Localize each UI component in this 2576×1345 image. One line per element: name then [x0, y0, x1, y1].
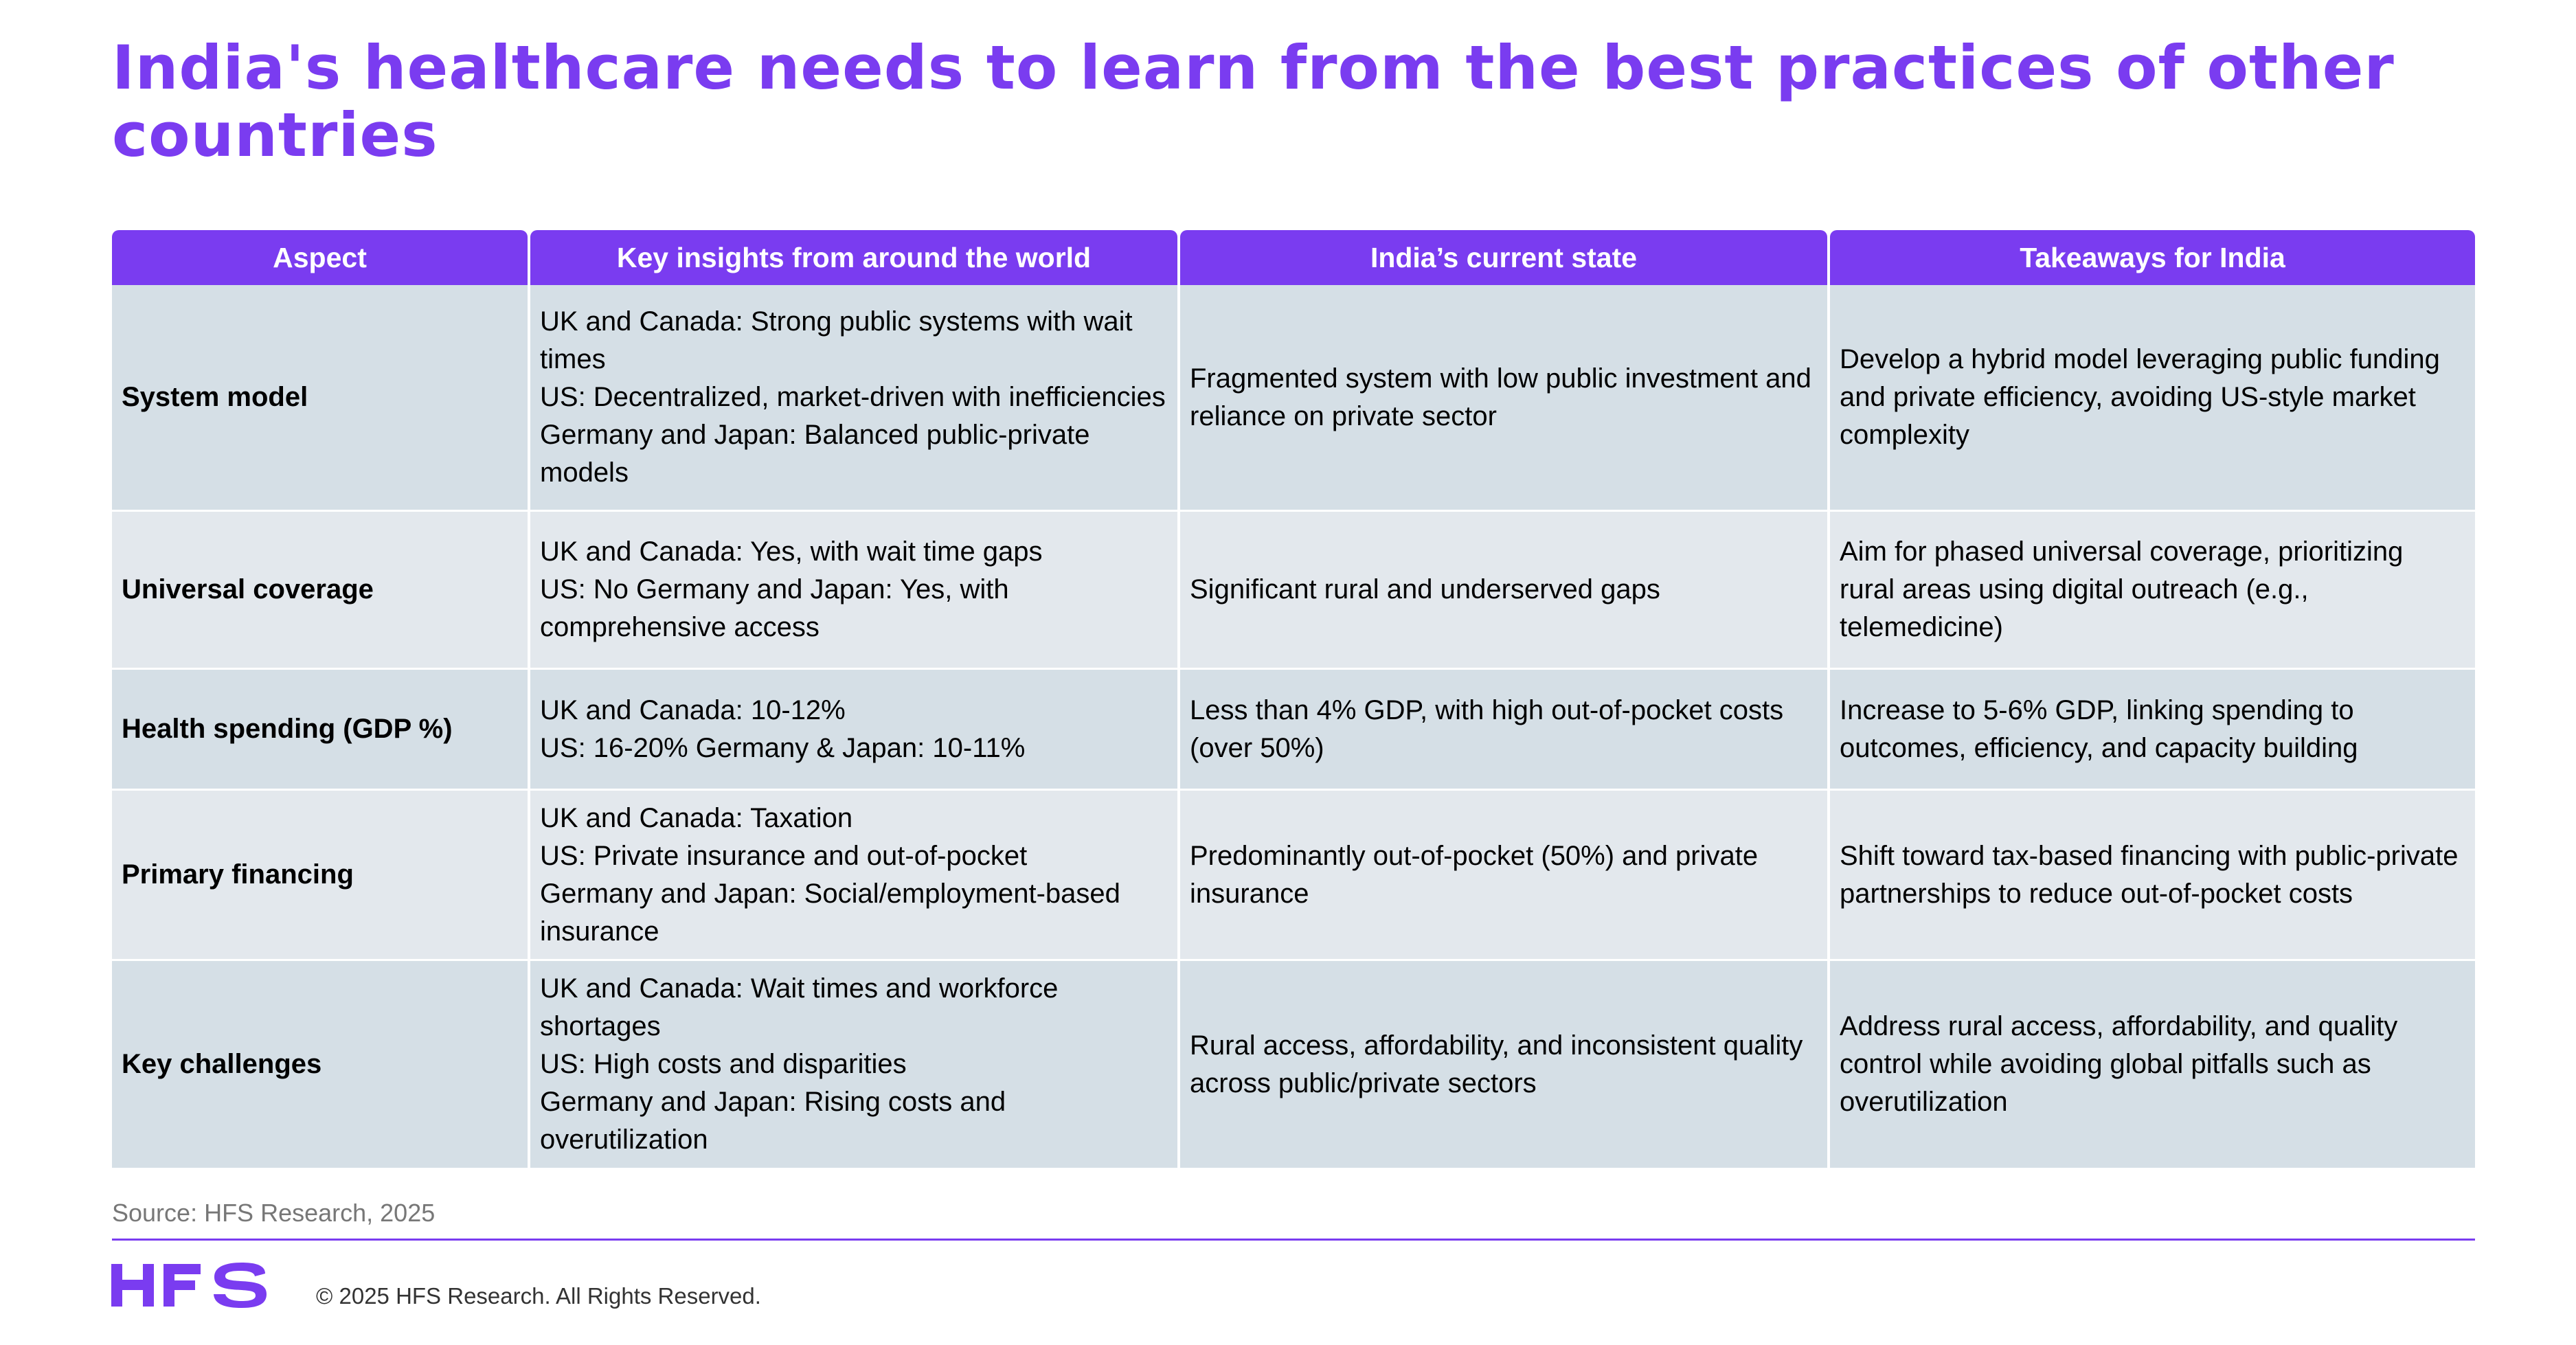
india-state-cell: Predominantly out-of-pocket (50%) and private insurance — [1180, 791, 1827, 961]
copyright-text: © 2025 HFS Research. All Rights Reserved. — [316, 1283, 761, 1309]
aspect-cell: Key challenges — [112, 961, 528, 1170]
india-state-cell: Rural access, affordability, and inconsistent quality across public/private sectors — [1180, 961, 1827, 1170]
insight-line: UK and Canada: Yes, with wait time gaps — [540, 536, 1043, 567]
header-key-insights: Key insights from around the world — [530, 230, 1177, 285]
table-row — [112, 791, 2475, 961]
header-aspect: Aspect — [112, 230, 528, 285]
table-row — [112, 961, 2475, 1170]
takeaway-cell: Increase to 5-6% GDP, linking spending to outcomes, efficiency, and capacity building — [1830, 670, 2475, 791]
insights-cell — [530, 961, 1177, 1170]
table-row — [112, 512, 2475, 670]
aspect-cell: Health spending (GDP %) — [112, 670, 528, 791]
insight-line: UK and Canada: Strong public systems with wait times — [540, 306, 1133, 374]
takeaway-cell: Address rural access, affordability, and quality control while avoiding global pitfalls such as overutilization — [1830, 961, 2475, 1170]
source-note: Source: HFS Research, 2025 — [112, 1199, 436, 1227]
insights-cell — [530, 512, 1177, 670]
comparison-table-container — [112, 230, 2475, 1170]
insight-line: US: Decentralized, market-driven with inefficiencies Germany and Japan: Balanced public-private models — [540, 382, 1166, 488]
insight-line: US: No Germany and Japan: Yes, with comprehensive access — [540, 574, 1009, 642]
insight-line: UK and Canada: Wait times and workforce shortages — [540, 973, 1059, 1041]
header-takeaways: Takeaways for India — [1830, 230, 2475, 285]
page-title: India's healthcare needs to learn from the best practices of other countries — [112, 32, 2395, 170]
insight-line: US: Private insurance and out-of-pocket — [540, 840, 1028, 871]
insight-line: US: 16-20% Germany & Japan: 10-11% — [540, 732, 1026, 763]
india-state-cell: Less than 4% GDP, with high out-of-pocket costs (over 50%) — [1180, 670, 1827, 791]
table-row — [112, 285, 2475, 512]
takeaway-cell: Aim for phased universal coverage, prioritizing rural areas using digital outreach (e.g., telemedicine) — [1830, 512, 2475, 670]
footer-divider — [112, 1239, 2475, 1241]
insight-line: Germany and Japan: Social/employment-based insurance — [540, 878, 1120, 947]
aspect-cell: Universal coverage — [112, 512, 528, 670]
header-india-current-state: India’s current state — [1180, 230, 1827, 285]
table-row — [112, 670, 2475, 791]
insight-line: US: High costs and disparities — [540, 1049, 907, 1079]
takeaway-cell: Develop a hybrid model leveraging public funding and private efficiency, avoiding US-style market complexity — [1830, 285, 2475, 512]
insight-line: Germany and Japan: Rising costs and overutilization — [540, 1087, 1006, 1155]
insights-cell — [530, 670, 1177, 791]
insights-cell — [530, 285, 1177, 512]
comparison-table — [109, 230, 2478, 1170]
takeaway-cell: Shift toward tax-based financing with public-private partnerships to reduce out-of-pocket costs — [1830, 791, 2475, 961]
insights-cell — [530, 791, 1177, 961]
table-header-row — [112, 230, 2475, 285]
aspect-cell: System model — [112, 285, 528, 512]
india-state-cell: Fragmented system with low public investment and reliance on private sector — [1180, 285, 1827, 512]
hfs-logo — [110, 1258, 268, 1313]
insight-line: UK and Canada: 10-12% — [540, 694, 846, 725]
insight-line: UK and Canada: Taxation — [540, 802, 853, 833]
aspect-cell: Primary financing — [112, 791, 528, 961]
india-state-cell: Significant rural and underserved gaps — [1180, 512, 1827, 670]
